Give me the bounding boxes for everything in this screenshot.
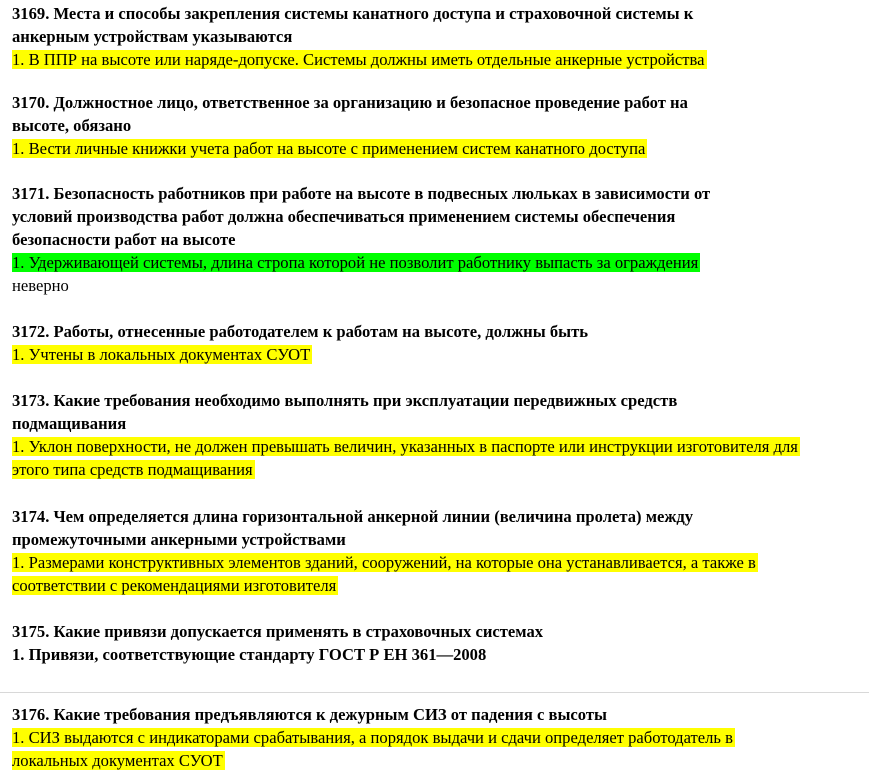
answer <box>12 643 869 666</box>
question-text: 3169. Места и способы закрепления системы канатного доступа и страховочной системы к анкерным устройствам указываются <box>12 4 694 46</box>
question-block-3170 <box>12 91 869 160</box>
answer <box>12 343 869 366</box>
question-text: 3170. Должностное лицо, ответственное за организацию и безопасное проведение работ на высоте, обязано <box>12 93 688 135</box>
answer <box>12 726 757 772</box>
answer <box>12 435 812 481</box>
question-text: 3171. Безопасность работников при работе на высоте в подвесных люльках в зависимости от условий производства работ должна обеспечиваться применением системы обеспечения безопасности работ на высоте <box>12 184 711 249</box>
question-text: 3175. Какие привязи допускается применять в страховочных системах <box>12 622 544 641</box>
question-block-3176 <box>12 703 869 772</box>
question-text: 3174. Чем определяется длина горизонтальной анкерной линии (величина пролета) между промежуточными анкерными устройствами <box>12 507 694 549</box>
answer-highlight-text: 1. Уклон поверхности, не должен превышать величин, указанных в паспорте или инструкции изготовителя для этого типа средств подмащивания <box>12 437 798 479</box>
answer <box>12 551 844 597</box>
answer <box>12 251 869 274</box>
question-block-3171 <box>12 182 869 297</box>
question-block-3175 <box>12 620 869 666</box>
question-text: 3172. Работы, отнесенные работодателем к работам на высоте, должны быть <box>12 322 589 341</box>
page-divider <box>0 692 869 693</box>
answer-highlight-text: 1. Размерами конструктивных элементов зданий, сооружений, на которые она устанавливается, а также в соответствии с рекомендациями изготовителя <box>12 553 756 595</box>
answer-highlight-text: 1. Вести личные книжки учета работ на высоте с применением систем канатного доступа <box>12 139 646 158</box>
answer-text: 1. Привязи, соответствующие стандарту ГОСТ Р ЕН 361—2008 <box>12 645 487 664</box>
question-block-3172 <box>12 320 869 366</box>
answer <box>12 48 869 71</box>
answer-highlight-text: 1. В ППР на высоте или наряде-допуске. Системы должны иметь отдельные анкерные устройства <box>12 50 705 69</box>
question-block-3169 <box>12 2 869 71</box>
question-text: 3176. Какие требования предъявляются к дежурным СИЗ от падения с высоты <box>12 705 607 724</box>
answer-note: неверно <box>12 276 69 295</box>
answer-highlight-text: 1. СИЗ выдаются с индикаторами срабатывания, а порядок выдачи и сдачи определяет работодатель в локальных документах СУОТ <box>12 728 733 770</box>
question-text: 3173. Какие требования необходимо выполнять при эксплуатации передвижных средств подмащивания <box>12 391 678 433</box>
question-block-3174 <box>12 505 869 597</box>
question-block-3173 <box>12 389 869 481</box>
answer-highlight-text: 1. Удерживающей системы, длина стропа которой не позволит работнику выпасть за ограждения <box>12 253 699 272</box>
answer-highlight-text: 1. Учтены в локальных документах СУОТ <box>12 345 311 364</box>
answer <box>12 137 869 160</box>
